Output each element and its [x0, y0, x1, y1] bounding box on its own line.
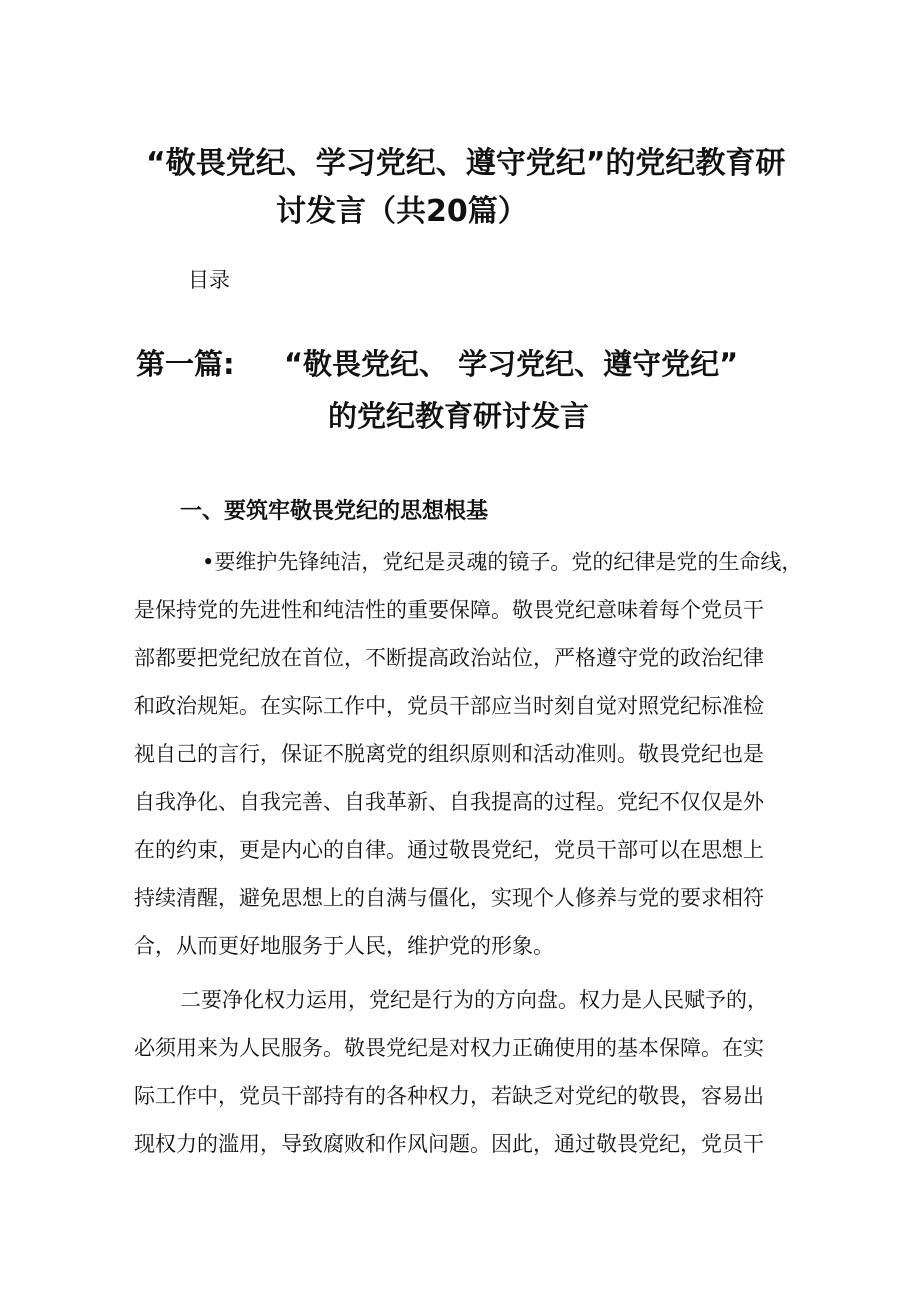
paragraph-1-line: 在的约束，更是内心的自律。通过敬畏党纪，党员干部可以在思想上: [134, 838, 764, 862]
chapter-title-line-2: 的党纪教育研讨发言: [328, 399, 590, 433]
toc-label: 目录: [188, 268, 230, 292]
paragraph-1-line: •要维护先锋纯洁，党纪是灵魂的镜子。党的纪律是党的生命线，: [202, 550, 803, 574]
paragraph-1-line: 和政治规矩。在实际工作中，党员干部应当时刻自觉对照党纪标准检: [134, 694, 764, 718]
paragraph-2-line: 际工作中，党员干部持有的各种权力，若缺乏对党纪的敬畏，容易出: [134, 1084, 764, 1108]
paragraph-2-line: 现权力的滥用，导致腐败和作风问题。因此，通过敬畏党纪，党员干: [134, 1132, 764, 1156]
document-title-line-1: “敬畏党纪、学习党纪、遵守党纪”的党纪教育研: [146, 146, 786, 181]
chapter-number: 第一篇:: [136, 347, 235, 381]
paragraph-1-line: 部都要把党纪放在首位，不断提高政治站位，严格遵守党的政治纪律: [134, 646, 764, 670]
paragraph-1-line: 合，从而更好地服务于人民，维护党的形象。: [134, 934, 554, 958]
paragraph-1-line: 自我净化、自我完善、自我革新、自我提高的过程。党纪不仅仅是外: [134, 790, 764, 814]
paragraph-1-line: 视自己的言行，保证不脱离党的组织原则和活动准则。敬畏党纪也是: [134, 742, 764, 766]
chapter-title-line-1: “敬畏党纪、 学习党纪、遵守党纪”: [284, 347, 739, 381]
paragraph-2-line: 必须用来为人民服务。敬畏党纪是对权力正确使用的基本保障。在实: [134, 1036, 764, 1060]
section-heading: 一、要筑牢敬畏党纪的思想根基: [180, 499, 489, 524]
document-title-line-2: 讨发言（共20篇）: [276, 194, 528, 229]
paragraph-1-line: 是保持党的先进性和纯洁性的重要保障。敬畏党纪意味着每个党员干: [134, 598, 764, 622]
paragraph-2-line: 二要净化权力运用，党纪是行为的方向盘。权力是人民赋予的，: [180, 988, 768, 1012]
paragraph-1-line: 持续清醒，避免思想上的自满与僵化，实现个人修养与党的要求相符: [134, 886, 764, 910]
